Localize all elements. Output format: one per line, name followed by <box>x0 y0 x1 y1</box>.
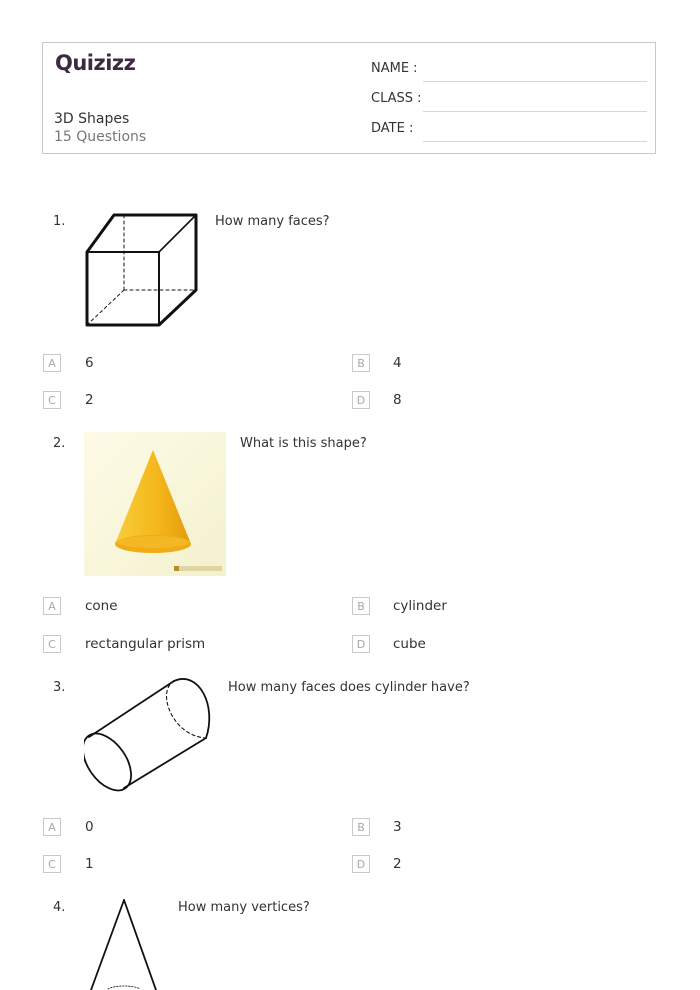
date-field[interactable] <box>371 121 647 141</box>
option-b-letter[interactable]: B <box>352 597 370 615</box>
option-c-text[interactable]: rectangular prism <box>85 636 206 652</box>
cylinder-icon <box>84 676 216 796</box>
option-b-letter[interactable]: B <box>352 354 370 372</box>
option-c-text[interactable]: 1 <box>85 856 94 872</box>
option-a-text[interactable]: 0 <box>85 819 94 835</box>
question-count: 15 Questions <box>54 129 147 145</box>
option-a-letter[interactable]: A <box>43 818 61 836</box>
worksheet-title: 3D Shapes <box>54 111 130 127</box>
cone-outline-icon <box>88 896 162 990</box>
option-a-text[interactable]: 6 <box>85 355 94 371</box>
option-b-text[interactable]: 3 <box>393 819 402 835</box>
question-number: 3. <box>53 680 66 695</box>
option-b-letter[interactable]: B <box>352 818 370 836</box>
class-label: CLASS : <box>371 91 422 106</box>
option-c-letter[interactable]: C <box>43 855 61 873</box>
cone-icon <box>84 432 226 576</box>
option-d-letter[interactable]: D <box>352 391 370 409</box>
option-a-letter[interactable]: A <box>43 354 61 372</box>
date-label: DATE : <box>371 121 414 136</box>
option-d-text[interactable]: 8 <box>393 392 402 408</box>
question-number: 2. <box>53 436 66 451</box>
question-text: How many vertices? <box>178 900 310 915</box>
question-number: 1. <box>53 214 66 229</box>
option-d-letter[interactable]: D <box>352 855 370 873</box>
option-d-text[interactable]: cube <box>393 636 426 652</box>
name-line <box>423 81 647 82</box>
option-d-text[interactable]: 2 <box>393 856 402 872</box>
quizizz-logo: Quizizz <box>55 51 136 75</box>
worksheet-header <box>42 42 656 154</box>
question-text: What is this shape? <box>240 436 367 451</box>
option-b-text[interactable]: 4 <box>393 355 402 371</box>
name-field[interactable] <box>371 61 647 81</box>
option-c-letter[interactable]: C <box>43 391 61 409</box>
question-number: 4. <box>53 900 66 915</box>
question-text: How many faces does cylinder have? <box>228 680 470 695</box>
option-a-letter[interactable]: A <box>43 597 61 615</box>
option-b-text[interactable]: cylinder <box>393 598 447 614</box>
option-d-letter[interactable]: D <box>352 635 370 653</box>
option-c-text[interactable]: 2 <box>85 392 94 408</box>
option-c-letter[interactable]: C <box>43 635 61 653</box>
date-line <box>423 141 647 142</box>
name-label: NAME : <box>371 61 418 76</box>
question-text: How many faces? <box>215 214 330 229</box>
class-field[interactable] <box>371 91 647 111</box>
cube-icon <box>84 210 200 330</box>
class-line <box>423 111 647 112</box>
option-a-text[interactable]: cone <box>85 598 118 614</box>
